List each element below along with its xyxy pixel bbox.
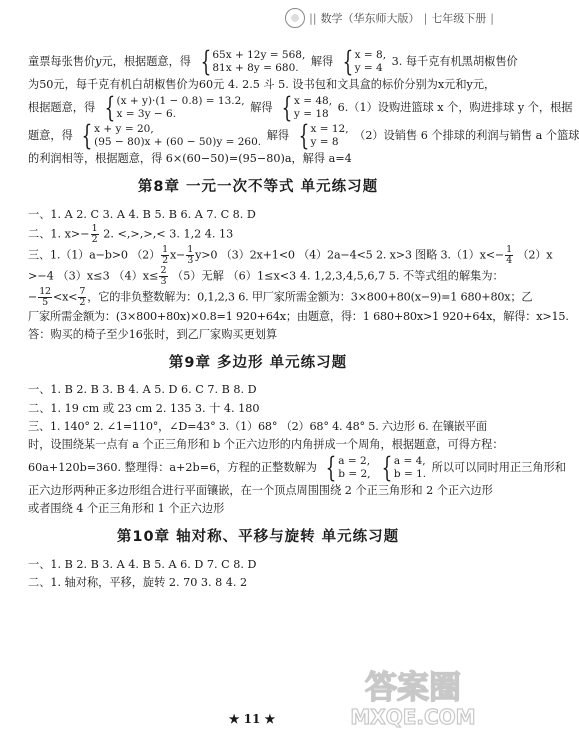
fraction: $\frac{1}{3}$ xyxy=(187,243,194,266)
answer-text: 解得 xyxy=(310,55,334,68)
answer-line: 一、1. B 2. B 3. B 4. A 5. D 6. C 7. B 8. D xyxy=(28,383,257,397)
answer-text: 6.（1）设购进篮球 x 个，购进排球 y 个，根据 xyxy=(337,101,573,115)
answer-text: 解得 xyxy=(266,129,290,143)
answer-text: 三、1.（1）a−b>0 （2） xyxy=(28,248,161,262)
answer-text: 解得 xyxy=(250,101,273,115)
answer-text: 二、1. x>− xyxy=(28,227,90,241)
svg-text:MXQE.COM: MXQE.COM xyxy=(350,705,476,729)
answer-text: （5）无解 （6）1≤x<3 4. 1,2,3,4,5,6,7 5. 不等式组的解集为： xyxy=(168,269,504,283)
answer-text: 元，根据题意，得 xyxy=(101,55,191,68)
fraction: $\frac{1}{2}$ xyxy=(91,222,98,245)
answer-line: 的利润相等，根据题意，得 6×(60−50)=(95−80)a，解得 a=4 xyxy=(28,152,352,166)
answer-text: 3. 每千克有机黑胡椒售价 xyxy=(391,55,518,68)
equation-system: { 65x + 12y = 568, 81x + 8y = 680. xyxy=(200,45,306,78)
answer-text: 2. <,>,>,< 3. 1,2 4. 13 xyxy=(99,227,234,241)
equation-row: 81x + 8y = 680. xyxy=(212,62,299,74)
svg-text:答案圈: 答案圈 xyxy=(364,668,462,706)
page-number: ★ 11 ★ xyxy=(228,712,276,726)
page-header xyxy=(285,8,494,28)
answer-text: <x< xyxy=(52,290,78,304)
answer-line: 时，设围绕某一点有 a 个正三角形和 b 个正六边形的内角拼成一个周角，根据题意，可得方程： xyxy=(28,437,504,451)
answer-line: 为50元，每千克有机白胡椒售价为60元 4. 2.5 斗 5. 设书包和文具盒的标价分别为x元和y元， xyxy=(28,78,496,91)
answer-text: y xyxy=(95,55,102,68)
answer-line xyxy=(28,243,553,266)
answer-line: 正六边形两种正多边形组合进行平面镶嵌，在一个顶点周围围绕 2 个正三角形和 2 个正六边形 xyxy=(28,483,493,497)
equation-row: (x + y)·(1 − 0.8) = 13.2, xyxy=(116,95,245,108)
equation-row: y = 18 xyxy=(293,108,329,121)
equation-row: (95 − 80)x + (60 − 50)y = 260. xyxy=(94,136,262,149)
answer-text: 童票每张售价 xyxy=(28,55,96,68)
header-separator: || xyxy=(309,11,317,25)
answer-line xyxy=(28,285,533,308)
answer-line xyxy=(28,45,518,78)
answer-text: − xyxy=(28,290,38,304)
answer-line: 厂家所需金额为：(3×800+80x)×0.8=1 920+64x；由题意，得：1 680+80x>1 920+64x，解得：x>15. xyxy=(28,309,569,323)
fraction: $\frac{12}{5}$ xyxy=(39,285,51,308)
answer-text: ，它的非负整数解为：0,1,2,3 6. 甲厂家所需金额为：3×800+80(x−9)=1 680+80x；乙 xyxy=(87,290,533,304)
equation-row: b = 2, xyxy=(338,467,371,480)
chapter-8-title: 第8章 一元一次不等式 单元练习题 xyxy=(137,179,379,196)
answer-text: x− xyxy=(169,248,186,262)
answer-text: 60a+120b=360. 整理得：a+2b=6，方程的正整数解为 xyxy=(28,460,317,474)
equation-row: b = 1. xyxy=(393,467,427,480)
answer-text: >−4 （3）x≤3 （4）x≤ xyxy=(28,269,159,283)
publisher-logo-icon xyxy=(285,8,305,28)
fraction: $\frac{7}{2}$ xyxy=(79,285,86,308)
answer-line: 二、1. 轴对称，平移，旋转 2. 70 3. 8 4. 2 xyxy=(28,575,248,589)
equation-system: { x + y = 20, (95 − 80)x + (60 − 50)y = 260. xyxy=(81,119,262,153)
equation-row: x = 12, xyxy=(310,123,349,136)
equation-row: a = 4, xyxy=(393,454,426,467)
equation-row: y = 4 xyxy=(354,62,383,74)
answer-text: 题意，得 xyxy=(28,129,73,143)
answer-line xyxy=(28,119,579,153)
header-separator: | xyxy=(423,11,428,25)
equation-row: 65x + 12y = 568, xyxy=(212,48,306,61)
equation-row: x = 3y − 6. xyxy=(116,108,177,121)
solution-system: { x = 8, y = 4 xyxy=(342,45,387,78)
answer-content xyxy=(28,45,579,592)
chapter-9-title: 第9章 多边形 单元练习题 xyxy=(168,354,348,371)
header-grade: 七年级下册 xyxy=(431,12,487,25)
equation-row: x = 8, xyxy=(354,48,387,61)
solution-system: { a = 2, b = 2, xyxy=(326,450,371,484)
answer-line: 三、1. 140° 2. ∠1=110°，∠D=43° 3.（1）68° （2）68° 4. 48° 5. 六边形 6. 在镶嵌平面 xyxy=(28,419,487,433)
answer-text: （2）x xyxy=(513,248,553,262)
answer-line xyxy=(28,264,504,287)
solution-system: { a = 4, b = 1. xyxy=(381,450,427,484)
answer-line xyxy=(28,450,566,484)
answer-line: 一、1. B 2. B 3. A 4. B 5. A 6. D 7. C 8. D xyxy=(28,557,257,571)
answer-line xyxy=(28,91,573,125)
answer-line: 二、1. 19 cm 或 23 cm 2. 135 3. 十 4. 180 xyxy=(28,401,260,415)
fraction: $\frac{2}{3}$ xyxy=(160,264,167,287)
answer-line: 答：购买的椅子至少16张时，到乙厂家购买更划算 xyxy=(28,327,278,341)
chapter-10-title: 第10章 轴对称、平移与旋转 单元练习题 xyxy=(116,529,400,546)
answer-text: y>0 （3）2x+1<0 （4）2a−4<5 2. x>3 图略 3.（1）x<− xyxy=(195,248,505,262)
equation-row: a = 2, xyxy=(338,454,371,467)
answer-text: 根据题意，得 xyxy=(28,101,96,115)
solution-system: { x = 12, y = 8 xyxy=(298,119,349,153)
answer-line: 或者围绕 4 个正三角形和 1 个正六边形 xyxy=(28,502,225,516)
header-subject: 数学（华东师大版） xyxy=(320,12,420,25)
answer-line: 一、1. A 2. C 3. A 4. B 5. B 6. A 7. C 8. D xyxy=(28,207,256,221)
fraction: $\frac{1}{2}$ xyxy=(162,243,168,266)
header-separator: | xyxy=(490,11,494,25)
answer-text: （2）设销售 6 个排球的利润与销售 a 个篮球 xyxy=(354,129,579,143)
answer-line xyxy=(28,224,488,245)
fraction: $\frac{1}{4}$ xyxy=(506,243,512,266)
equation-system: { (x + y)·(1 − 0.8) = 13.2, x = 3y − 6. xyxy=(104,91,245,125)
equation-row: y = 8 xyxy=(310,136,339,149)
solution-system: { x = 48, y = 18 xyxy=(281,91,333,125)
answer-text: 所以可以同时用正三角形和 xyxy=(431,460,566,474)
equation-row: x = 48, xyxy=(293,95,333,108)
equation-row: x + y = 20, xyxy=(94,123,154,136)
